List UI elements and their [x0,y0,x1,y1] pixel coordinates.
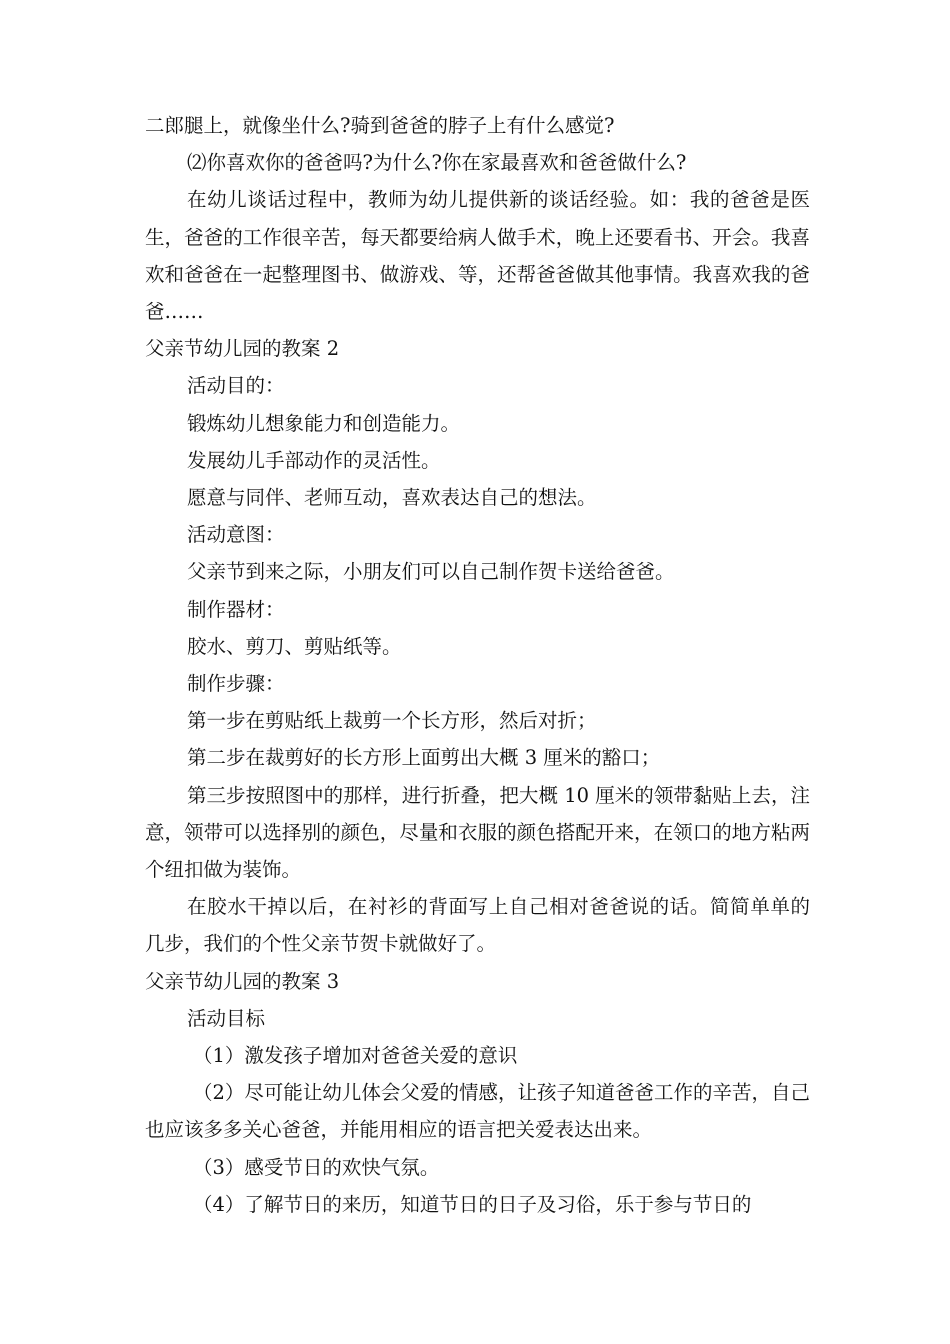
paragraph-goal-3: （3）感受节日的欢快气氛。 [193,1155,440,1179]
paragraph-step-finish: 在胶水干掉以后，在衬衫的背面写上自己相对爸爸说的话。简简单单的几步，我们的个性父亲节贺卡就做好了。 [145,895,810,956]
document-body [145,107,810,1223]
paragraph-question-2: ⑵你喜欢你的爸爸吗?为什么?你在家最喜欢和爸爸做什么? [187,151,687,175]
paragraph-continuation: 二郎腿上，就像坐什么?骑到爸爸的脖子上有什么感觉? [145,114,615,137]
paragraph-steps-label: 制作步骤： [187,672,285,696]
paragraph-materials-label: 制作器材： [187,597,285,621]
paragraph-purpose-1: 锻炼幼儿想象能力和创造能力。 [187,411,461,435]
paragraph-step-2: 第二步在裁剪好的长方形上面剪出大概 3 厘米的豁口； [187,746,661,770]
paragraph-goal-4: （4）了解节日的来历，知道节日的日子及习俗，乐于参与节日的 [193,1192,752,1216]
paragraph-materials: 胶水、剪刀、剪贴纸等。 [187,634,402,658]
paragraph-activity-goals-label: 活动目标 [187,1006,266,1030]
paragraph-activity-purpose-label: 活动目的： [187,374,285,398]
paragraph-purpose-3: 愿意与同伴、老师互动，喜欢表达自己的想法。 [187,486,597,510]
section-heading-lesson-2: 父亲节幼儿园的教案 2 [145,337,340,361]
paragraph-teacher-guidance: 在幼儿谈话过程中，教师为幼儿提供新的谈话经验。如：我的爸爸是医生，爸爸的工作很辛苦，每天都要给病人做手术，晚上还要看书、开会。我喜欢和爸爸在一起整理图书、做游戏、等，还帮爸爸做其他事情。我喜欢我的爸爸…… [145,188,810,324]
paragraph-step-3: 第三步按照图中的那样，进行折叠，把大概 10 厘米的领带黏贴上去，注意，领带可以选择别的颜色，尽量和衣服的颜色搭配开来，在领口的地方粘两个纽扣做为装饰。 [145,783,810,882]
paragraph-step-1: 第一步在剪贴纸上裁剪一个长方形，然后对折； [187,709,597,733]
paragraph-activity-intent: 父亲节到来之际，小朋友们可以自己制作贺卡送给爸爸。 [187,560,675,584]
paragraph-activity-intent-label: 活动意图： [187,523,285,547]
paragraph-goal-2: （2）尽可能让幼儿体会父爱的情感，让孩子知道爸爸工作的辛苦，自己也应该多多关心爸爸，并能用相应的语言把关爱表达出来。 [145,1081,810,1142]
paragraph-purpose-2: 发展幼儿手部动作的灵活性。 [187,448,441,472]
section-heading-lesson-3: 父亲节幼儿园的教案 3 [145,969,340,993]
paragraph-goal-1: （1）激发孩子增加对爸爸关爱的意识 [193,1044,518,1068]
